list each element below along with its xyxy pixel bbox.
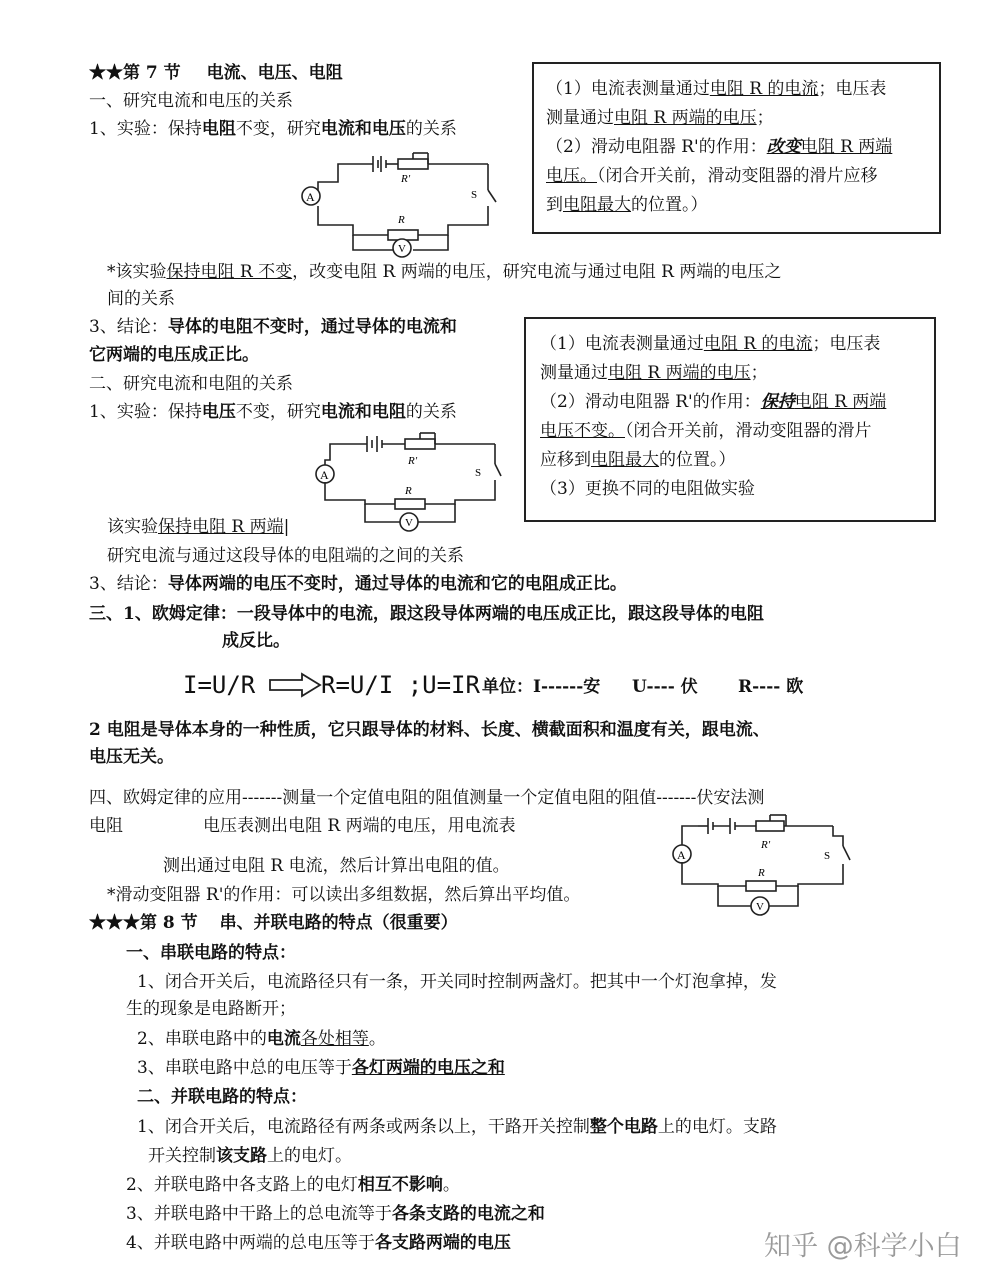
right-arrow-icon xyxy=(268,672,322,698)
series-heading: 一、串联电路的特点： xyxy=(126,943,296,963)
box1-line2: 测量通过电阻 R 两端的电压； xyxy=(546,108,774,128)
application-line1: 四、欧姆定律的应用-------测量一个定值电阻的阻值测量一个定值电阻的阻值-------伏安法测 xyxy=(89,788,765,808)
voltmeter-label: V xyxy=(398,243,406,255)
unit-i: 单位：I------安 xyxy=(482,677,601,697)
unit-r: R---- 欧 xyxy=(738,677,804,697)
resistor-label-3: R xyxy=(758,867,765,879)
heading-current-voltage: 一、研究电流和电压的关系 xyxy=(89,91,293,111)
unit-u: U---- 伏 xyxy=(632,677,698,697)
box2-line1: （1）电流表测量通过电阻 R 的电流；电压表 xyxy=(540,334,881,354)
box1-line3: （2）滑动电阻器 R'的作用：改变电阻 R 两端 xyxy=(546,137,893,157)
switch-label-2: S xyxy=(475,467,482,479)
application-line2b: 电压表测出电阻 R 两端的电压，用电流表 xyxy=(203,816,516,836)
circuit-diagram-3 xyxy=(668,812,868,920)
note-box-1 xyxy=(532,62,941,234)
parallel-point-2: 2、并联电路中各支路上的电灯相互不影响。 xyxy=(126,1175,460,1195)
note-2b: 研究电流与通过这段导体的电阻端的之间的关系 xyxy=(107,546,464,566)
circuit-diagram-1 xyxy=(298,150,508,260)
note-2a: 该实验保持电阻 R 两端| xyxy=(107,517,290,537)
resistance-property-2: 电压无关。 xyxy=(89,747,174,767)
experiment-1: 1、实验：保持电阻不变，研究电流和电压的关系 xyxy=(89,119,457,139)
ohm-law-line1: 三、1、欧姆定律：一段导体中的电流，跟这段导体两端的电压成正比，跟这段导体的电阻 xyxy=(89,604,764,624)
experiment-2: 1、实验：保持电压不变，研究电流和电阻的关系 xyxy=(89,402,457,422)
ammeter-label-3: A xyxy=(677,848,686,862)
conclusion-1b: 它两端的电压成正比。 xyxy=(89,345,259,365)
box1-line1: （1）电流表测量通过电阻 R 的电流；电压表 xyxy=(546,79,887,99)
parallel-point-1a: 1、闭合开关后，电流路径有两条或两条以上，干路开关控制整个电路上的电灯。支路 xyxy=(137,1117,777,1137)
series-point-2: 2、串联电路中的电流各处相等。 xyxy=(137,1029,386,1049)
rheostat-label-3: R′ xyxy=(761,839,771,851)
ammeter-label-2: A xyxy=(320,468,329,482)
parallel-point-4: 4、并联电路中两端的总电压等于各支路两端的电压 xyxy=(126,1233,511,1253)
box2-line5: 应移到电阻最大的位置。） xyxy=(540,450,736,470)
box2-line4: 电压不变。（闭合开关前，滑动变阻器的滑片 xyxy=(540,421,872,441)
conclusion-1a: 3、结论：导体的电阻不变时，通过导体的电流和 xyxy=(89,317,457,337)
section7-title: ★★第 7 节 电流、电压、电阻 xyxy=(89,63,343,83)
ammeter-label: A xyxy=(306,190,315,204)
circuit-diagram-2 xyxy=(305,430,515,538)
rheostat-label: R′ xyxy=(401,173,411,185)
note-1-cont: 间的关系 xyxy=(107,289,175,309)
section8-title: ★★★第 8 节 串、并联电路的特点（很重要） xyxy=(89,913,458,933)
resistor-label-2: R xyxy=(405,485,412,497)
resistance-property-1: 2 电阻是导体本身的一种性质，它只跟导体的材料、长度、横截面积和温度有关，跟电流、 xyxy=(89,720,770,740)
formula-r-u: R=U/I ;U=IR xyxy=(321,671,480,699)
note-box-2 xyxy=(524,317,936,522)
conclusion-2: 3、结论：导体两端的电压不变时，通过导体的电流和它的电阻成正比。 xyxy=(89,574,627,594)
heading-current-resistance: 二、研究电流和电阻的关系 xyxy=(89,374,293,394)
switch-label-3: S xyxy=(824,850,831,862)
parallel-point-3: 3、并联电路中干路上的总电流等于各条支路的电流之和 xyxy=(126,1204,545,1224)
note-1: *该实验保持电阻 R 不变，改变电阻 R 两端的电压，研究电流与通过电阻 R 两端的电压之 xyxy=(107,262,782,282)
application-line3: 测出通过电阻 R 电流，然后计算出电阻的值。 xyxy=(163,856,510,876)
series-point-1a: 1、闭合开关后，电流路径只有一条，开关同时控制两盏灯。把其中一个灯泡拿掉，发 xyxy=(137,972,777,992)
series-point-3: 3、串联电路中总的电压等于各灯两端的电压之和 xyxy=(137,1058,505,1078)
box1-line5: 到电阻最大的位置。） xyxy=(546,195,708,215)
resistor-label: R xyxy=(398,214,405,226)
parallel-point-1b: 开关控制该支路上的电灯。 xyxy=(148,1146,352,1166)
application-line2a: 电阻 xyxy=(89,816,123,836)
parallel-heading: 二、并联电路的特点： xyxy=(137,1087,307,1107)
box1-line4: 电压。（闭合开关前，滑动变阻器的滑片应移 xyxy=(546,166,878,186)
switch-label: S xyxy=(471,189,478,201)
rheostat-label-2: R′ xyxy=(408,455,418,467)
series-point-1b: 生的现象是电路断开； xyxy=(126,999,296,1019)
box2-line6: （3）更换不同的电阻做实验 xyxy=(540,479,755,499)
box2-line2: 测量通过电阻 R 两端的电压； xyxy=(540,363,768,383)
voltmeter-label-3: V xyxy=(756,901,764,913)
box2-line3: （2）滑动电阻器 R'的作用：保持电阻 R 两端 xyxy=(540,392,887,412)
formula-i: I=U/R xyxy=(183,671,256,699)
watermark: 知乎 @科学小白 xyxy=(764,1231,962,1262)
application-line4: *滑动变阻器 R'的作用：可以读出多组数据，然后算出平均值。 xyxy=(107,885,581,905)
voltmeter-label-2: V xyxy=(405,517,413,529)
ohm-law-line2: 成反比。 xyxy=(222,631,290,651)
